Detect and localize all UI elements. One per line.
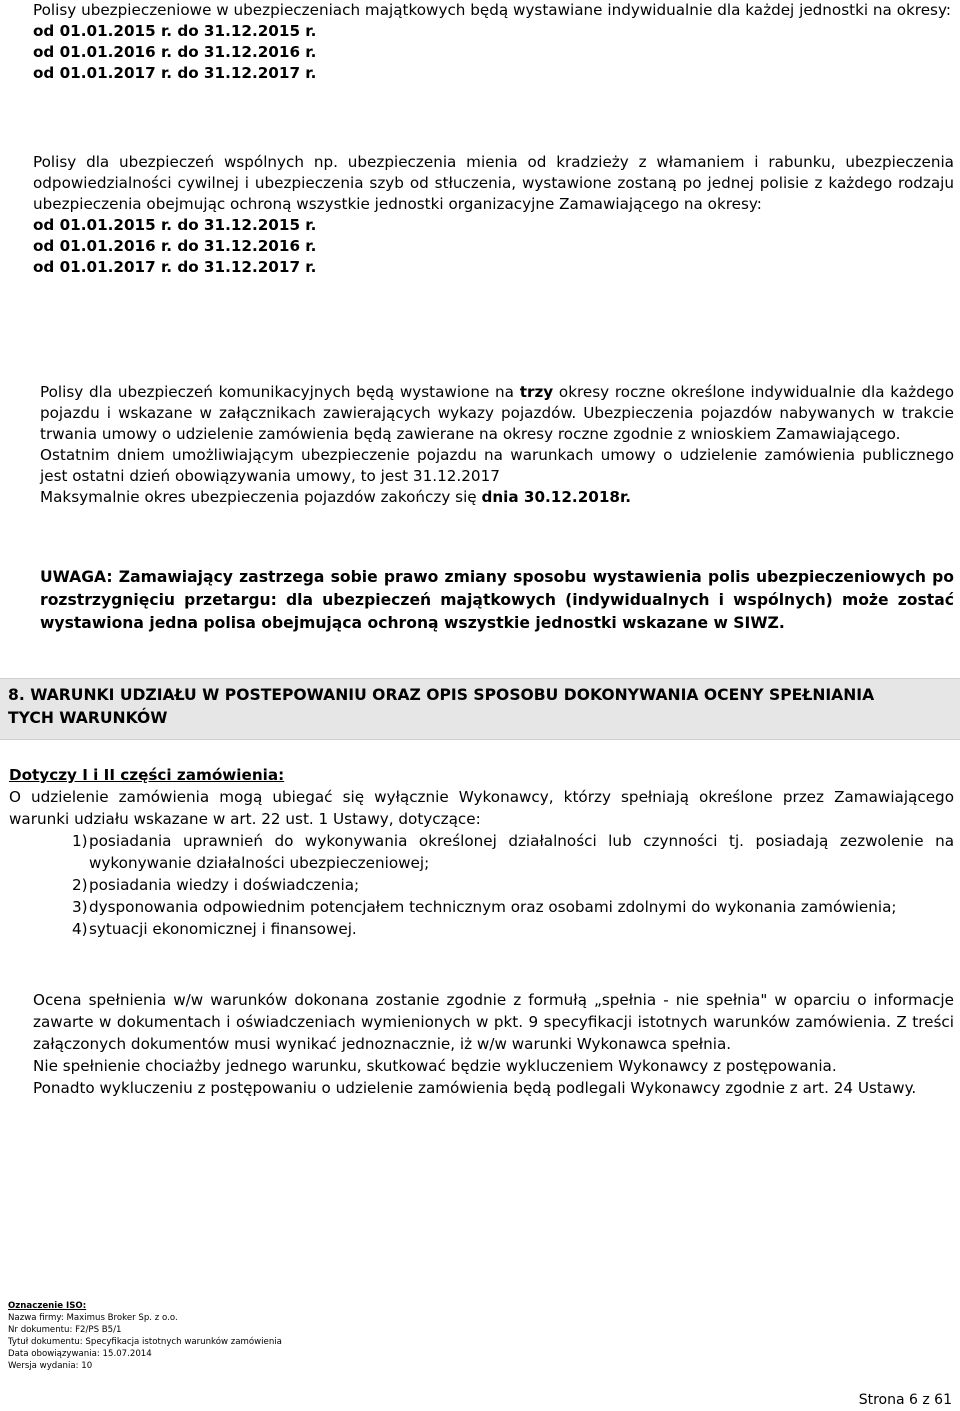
section-number: 8. — [8, 686, 25, 704]
individual-policies-intro: Polisy ubezpieczeniowe w ubezpieczeniach majątkowych będą wystawiane indywidualnie dla każdej jednostki na okresy: — [33, 1, 951, 19]
footer-line: Data obowiązywania: 15.07.2014 — [8, 1349, 152, 1359]
section-title: 8. WARUNKI UDZIAŁU W POSTEPOWANIU ORAZ OPIS SPOSOBU DOKONYWANIA OCENY SPEŁNIANIA TYCH WARUNKÓW — [8, 686, 875, 727]
item-number: 1) — [72, 832, 88, 850]
uwaga-note: UWAGA: Zamawiający zastrzega sobie prawo zmiany sposobu wystawienia polis ubezpieczeniowych po rozstrzygnięciu przetargu: dla ubezpieczeń majątkowych (indywidualnych i wspólnych) może zostać wystawiona jedna polisa obejmująca ochroną wszystkie jednostki wskazane w SIWZ. — [40, 568, 954, 632]
period-line: od 01.01.2017 r. do 31.12.2017 r. — [33, 64, 317, 82]
end-date: dnia 30.12.2018r. — [481, 488, 632, 506]
further-exclusion-paragraph: Ponadto wykluczeniu z postępowaniu o udzielenie zamówienia będą podlegali Wykonawcy zgodnie z art. 24 Ustawy. — [33, 1079, 917, 1097]
assessment-block — [33, 989, 954, 1099]
list-item: 3) dysponowania odpowiednim potencjałem technicznym oraz osobami zdolnymi do wykonania zamówienia; — [72, 898, 897, 916]
last-insurance-day-paragraph: Ostatnim dniem umożliwiającym ubezpieczenie pojazdu na warunkach umowy o udzielenie zamówienia publicznego jest ostatni dzień obowiązywania umowy, to jest 31.12.2017 — [40, 446, 954, 485]
list-item: 1) posiadania uprawnień do wykonywania określonej działalności lub czynności tj. posiadają zezwolenie na wykonywanie działalności ubezpieczeniowej; — [72, 832, 954, 872]
item-number: 2) — [72, 876, 88, 894]
section-heading-bar — [0, 678, 960, 740]
period-line: od 01.01.2016 r. do 31.12.2016 r. — [33, 237, 317, 255]
period-line: od 01.01.2016 r. do 31.12.2016 r. — [33, 43, 317, 61]
iso-heading: Oznaczenie ISO: — [8, 1301, 87, 1311]
conditions-intro: O udzielenie zamówienia mogą ubiegać się wyłącznie Wykonawcy, którzy spełniają określone przez Zamawiającego warunki udziału wskazane w art. 22 ust. 1 Ustawy, dotyczące: — [9, 788, 954, 828]
max-period-paragraph: Maksymalnie okres ubezpieczenia pojazdów zakończy się dnia 30.12.2018r. — [40, 488, 632, 506]
vehicle-policies-paragraph: Polisy dla ubezpieczeń komunikacyjnych będą wystawione na trzy okresy roczne określone indywidualnie dla każdego pojazdu i wskazane w załącznikach zawierających wykazy pojazdów. Ubezpieczenia pojazdów nabywanych w trakcie trwania umowy o udzielenie zamówienia będą zawierane na okresy roczne zgodnie z wnioskiem Zamawiającego. — [40, 383, 954, 443]
common-policies-intro: Polisy dla ubezpieczeń wspólnych np. ubezpieczenia mienia od kradzieży z włamaniem i rabunku, ubezpieczenia odpowiedzialności cywilnej i ubezpieczenia szyb od stłuczenia, wystawione zostaną po jednej polisie z każdego rodzaju ubezpieczenia obejmując ochroną wszystkie jednostki organizacyjne Zamawiającego na okresy: — [33, 153, 954, 213]
vehicle-policies-block — [40, 382, 954, 508]
conditions-list — [9, 830, 954, 940]
footer-line: Tytuł dokumentu: Specyfikacja istotnych warunków zamówienia — [8, 1337, 282, 1347]
page-number: Strona 6 z 61 — [858, 1392, 952, 1408]
period-line: od 01.01.2015 r. do 31.12.2015 r. — [33, 22, 317, 40]
participation-conditions — [9, 764, 954, 940]
period-line: od 01.01.2015 r. do 31.12.2015 r. — [33, 216, 317, 234]
common-policies-block — [33, 152, 954, 278]
period-line: od 01.01.2017 r. do 31.12.2017 r. — [33, 258, 317, 276]
part-heading: Dotyczy I i II części zamówienia: — [9, 766, 285, 784]
item-number: 3) — [72, 898, 88, 916]
assessment-paragraph: Ocena spełnienia w/w warunków dokonana zostanie zgodnie z formułą „spełnia - nie spełnia" w oparciu o informacje zawarte w dokumentach i oświadczeniach wymienionych w pkt. 9 specyfikacji istotnych warunków zamówienia. Z treści załączonych dokumentów musi wynikać jednoznacznie, iż w/w warunki Wykonawca spełnia. — [33, 991, 954, 1053]
bold-term: trzy — [519, 383, 554, 401]
exclusion-paragraph: Nie spełnienie chociażby jednego warunku, skutkować będzie wykluczeniem Wykonawcy z postępowania. — [33, 1057, 837, 1075]
footer-line: Wersja wydania: 10 — [8, 1361, 93, 1371]
item-number: 4) — [72, 920, 88, 938]
footer-line: Nazwa firmy: Maximus Broker Sp. z o.o. — [8, 1313, 178, 1323]
individual-policies-block — [33, 0, 954, 84]
iso-footer — [8, 1300, 282, 1372]
footer-line: Nr dokumentu: F2/PS B5/1 — [8, 1325, 122, 1335]
list-item: 2) posiadania wiedzy i doświadczenia; — [72, 876, 360, 894]
list-item: 4) sytuacji ekonomicznej i finansowej. — [72, 920, 357, 938]
